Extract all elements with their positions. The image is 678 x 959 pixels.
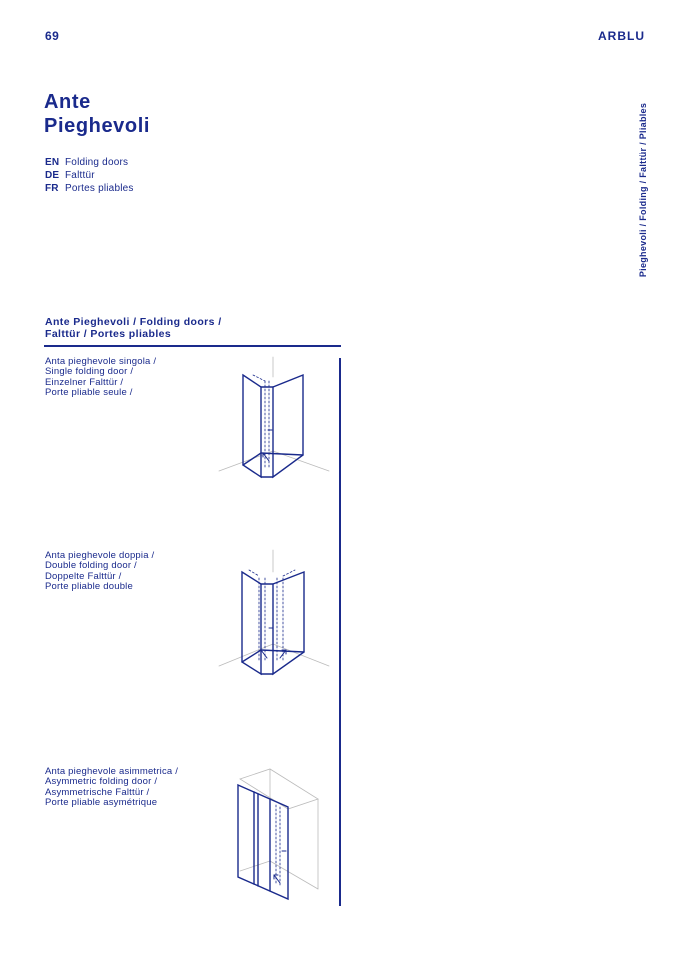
item-label-line: Einzelner Falttür / <box>45 376 124 388</box>
door-frame <box>243 375 303 477</box>
arrow-icon <box>263 430 272 461</box>
language-row-en <box>45 156 134 169</box>
section-title <box>45 316 222 340</box>
vertical-divider <box>339 358 341 906</box>
item-label-line: Doppelte Falttür / <box>45 570 122 582</box>
item-label-line: Double folding door / <box>45 560 137 572</box>
asymmetric-folding-door-drawing <box>230 765 325 905</box>
page-title-line-2: Pieghevoli <box>44 115 151 137</box>
language-list <box>45 156 134 195</box>
section-title-line-1: Ante Pieghevoli / Folding doors / <box>45 316 222 328</box>
language-code: FR <box>45 183 59 194</box>
item-asymmetric-label <box>45 767 178 809</box>
side-label: Pieghevoli / Folding / Falttür / Pliables <box>638 102 648 278</box>
floor-lines <box>219 550 329 666</box>
brand-name: ARBLU <box>598 29 645 43</box>
language-row-fr <box>45 182 134 195</box>
section-title-line-2: Falttür / Portes pliables <box>45 328 172 340</box>
page-title-line-1: Ante <box>44 91 91 113</box>
page-number: 69 <box>45 29 60 43</box>
section-divider <box>44 345 341 347</box>
item-double-label <box>45 551 154 593</box>
item-label-line: Porte pliable asymétrique <box>45 797 158 809</box>
double-folding-door-drawing <box>215 548 335 678</box>
item-label-line: Anta pieghevole singola / <box>45 356 157 367</box>
item-label-line: Anta pieghevole asimmetrica / <box>45 766 179 777</box>
item-label-line: Asymmetric folding door / <box>45 776 158 788</box>
item-label-line: Porte pliable double <box>45 581 133 593</box>
item-label-line: Porte pliable seule / <box>45 387 133 399</box>
item-single-label <box>45 357 156 399</box>
language-text: Portes pliables <box>65 183 134 194</box>
item-label-line: Anta pieghevole doppia / <box>45 550 155 561</box>
door-frame <box>242 572 304 674</box>
language-text: Falttür <box>65 170 95 181</box>
enclosure-outline <box>240 769 318 889</box>
single-folding-door-drawing <box>215 355 335 485</box>
language-row-de <box>45 169 134 182</box>
language-code: EN <box>45 157 60 168</box>
door-frame <box>238 785 288 899</box>
item-label-line: Single folding door / <box>45 366 134 378</box>
item-label-line: Asymmetrische Falttür / <box>45 786 150 798</box>
page-title <box>44 90 150 138</box>
language-text: Folding doors <box>65 157 129 168</box>
language-code: DE <box>45 170 60 181</box>
